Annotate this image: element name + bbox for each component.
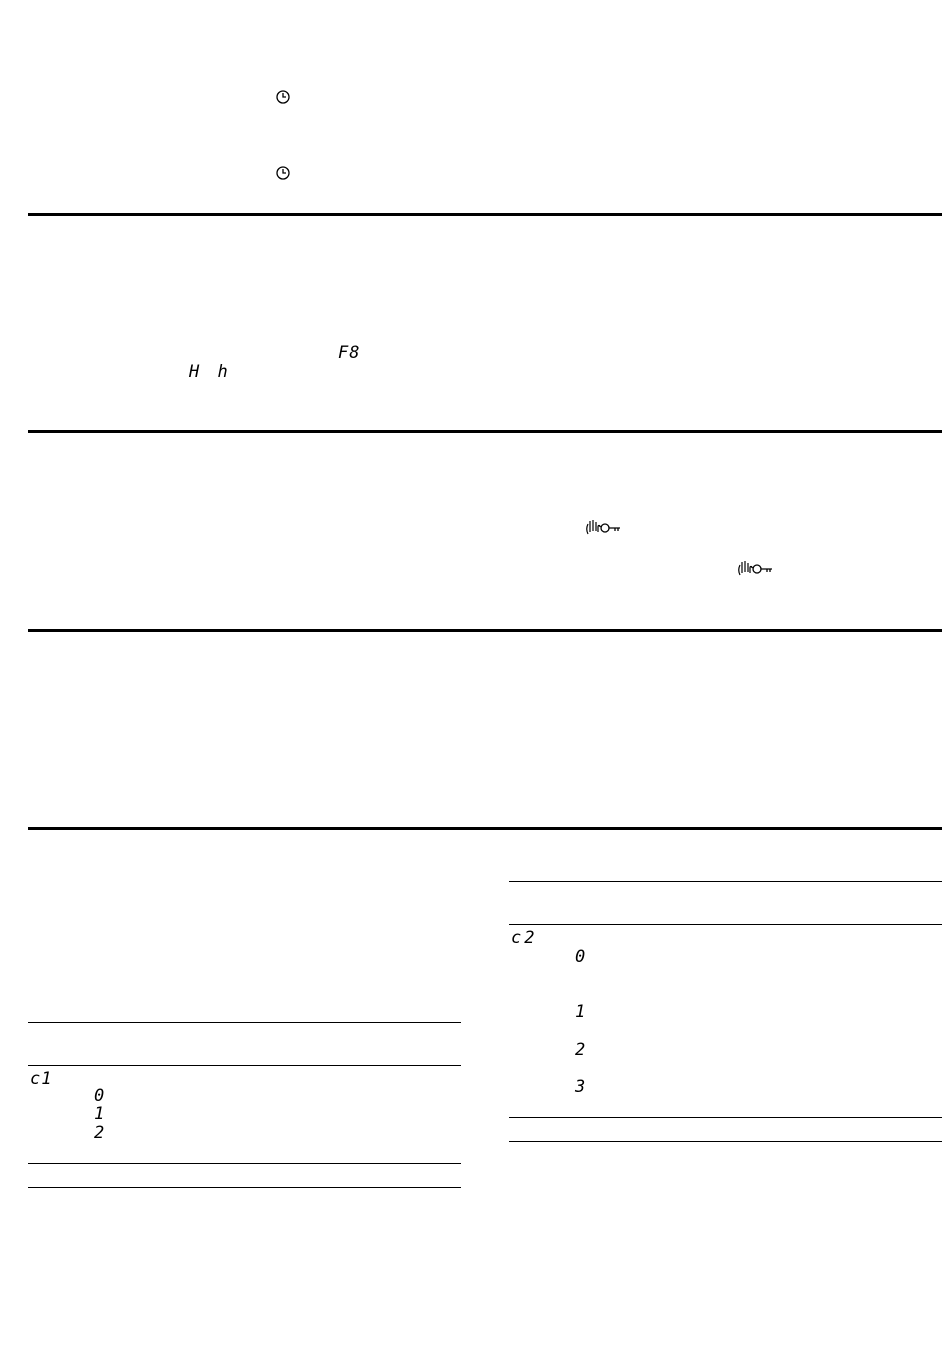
- setting-value: 2: [575, 1040, 587, 1060]
- hand-key-icon: [737, 559, 773, 577]
- table-header-top-rule: [28, 1022, 461, 1023]
- display-f8: F8: [338, 343, 361, 363]
- display-hh: H h: [189, 362, 232, 382]
- table-header-bottom-rule: [509, 924, 942, 925]
- section-divider: [28, 629, 942, 632]
- table-header-bottom-rule: [28, 1065, 461, 1066]
- setting-value: 0: [94, 1086, 106, 1106]
- table-footer-rule: [509, 1141, 942, 1142]
- setting-value: 1: [94, 1104, 106, 1124]
- setting-code: c1: [30, 1069, 53, 1089]
- hand-key-icon: [585, 518, 621, 536]
- clock-icon: [276, 90, 290, 104]
- setting-value: 0: [575, 947, 587, 967]
- clock-icon: [276, 166, 290, 180]
- table-bottom-rule: [28, 1163, 461, 1164]
- setting-value: 1: [575, 1002, 587, 1022]
- table-footer-rule: [28, 1187, 461, 1188]
- section-divider: [28, 430, 942, 433]
- setting-code: c2: [511, 928, 538, 948]
- setting-value: 2: [94, 1123, 106, 1143]
- setting-value: 3: [575, 1077, 587, 1097]
- section-divider: [28, 213, 942, 216]
- section-divider: [28, 827, 942, 830]
- table-bottom-rule: [509, 1117, 942, 1118]
- table-header-top-rule: [509, 881, 942, 882]
